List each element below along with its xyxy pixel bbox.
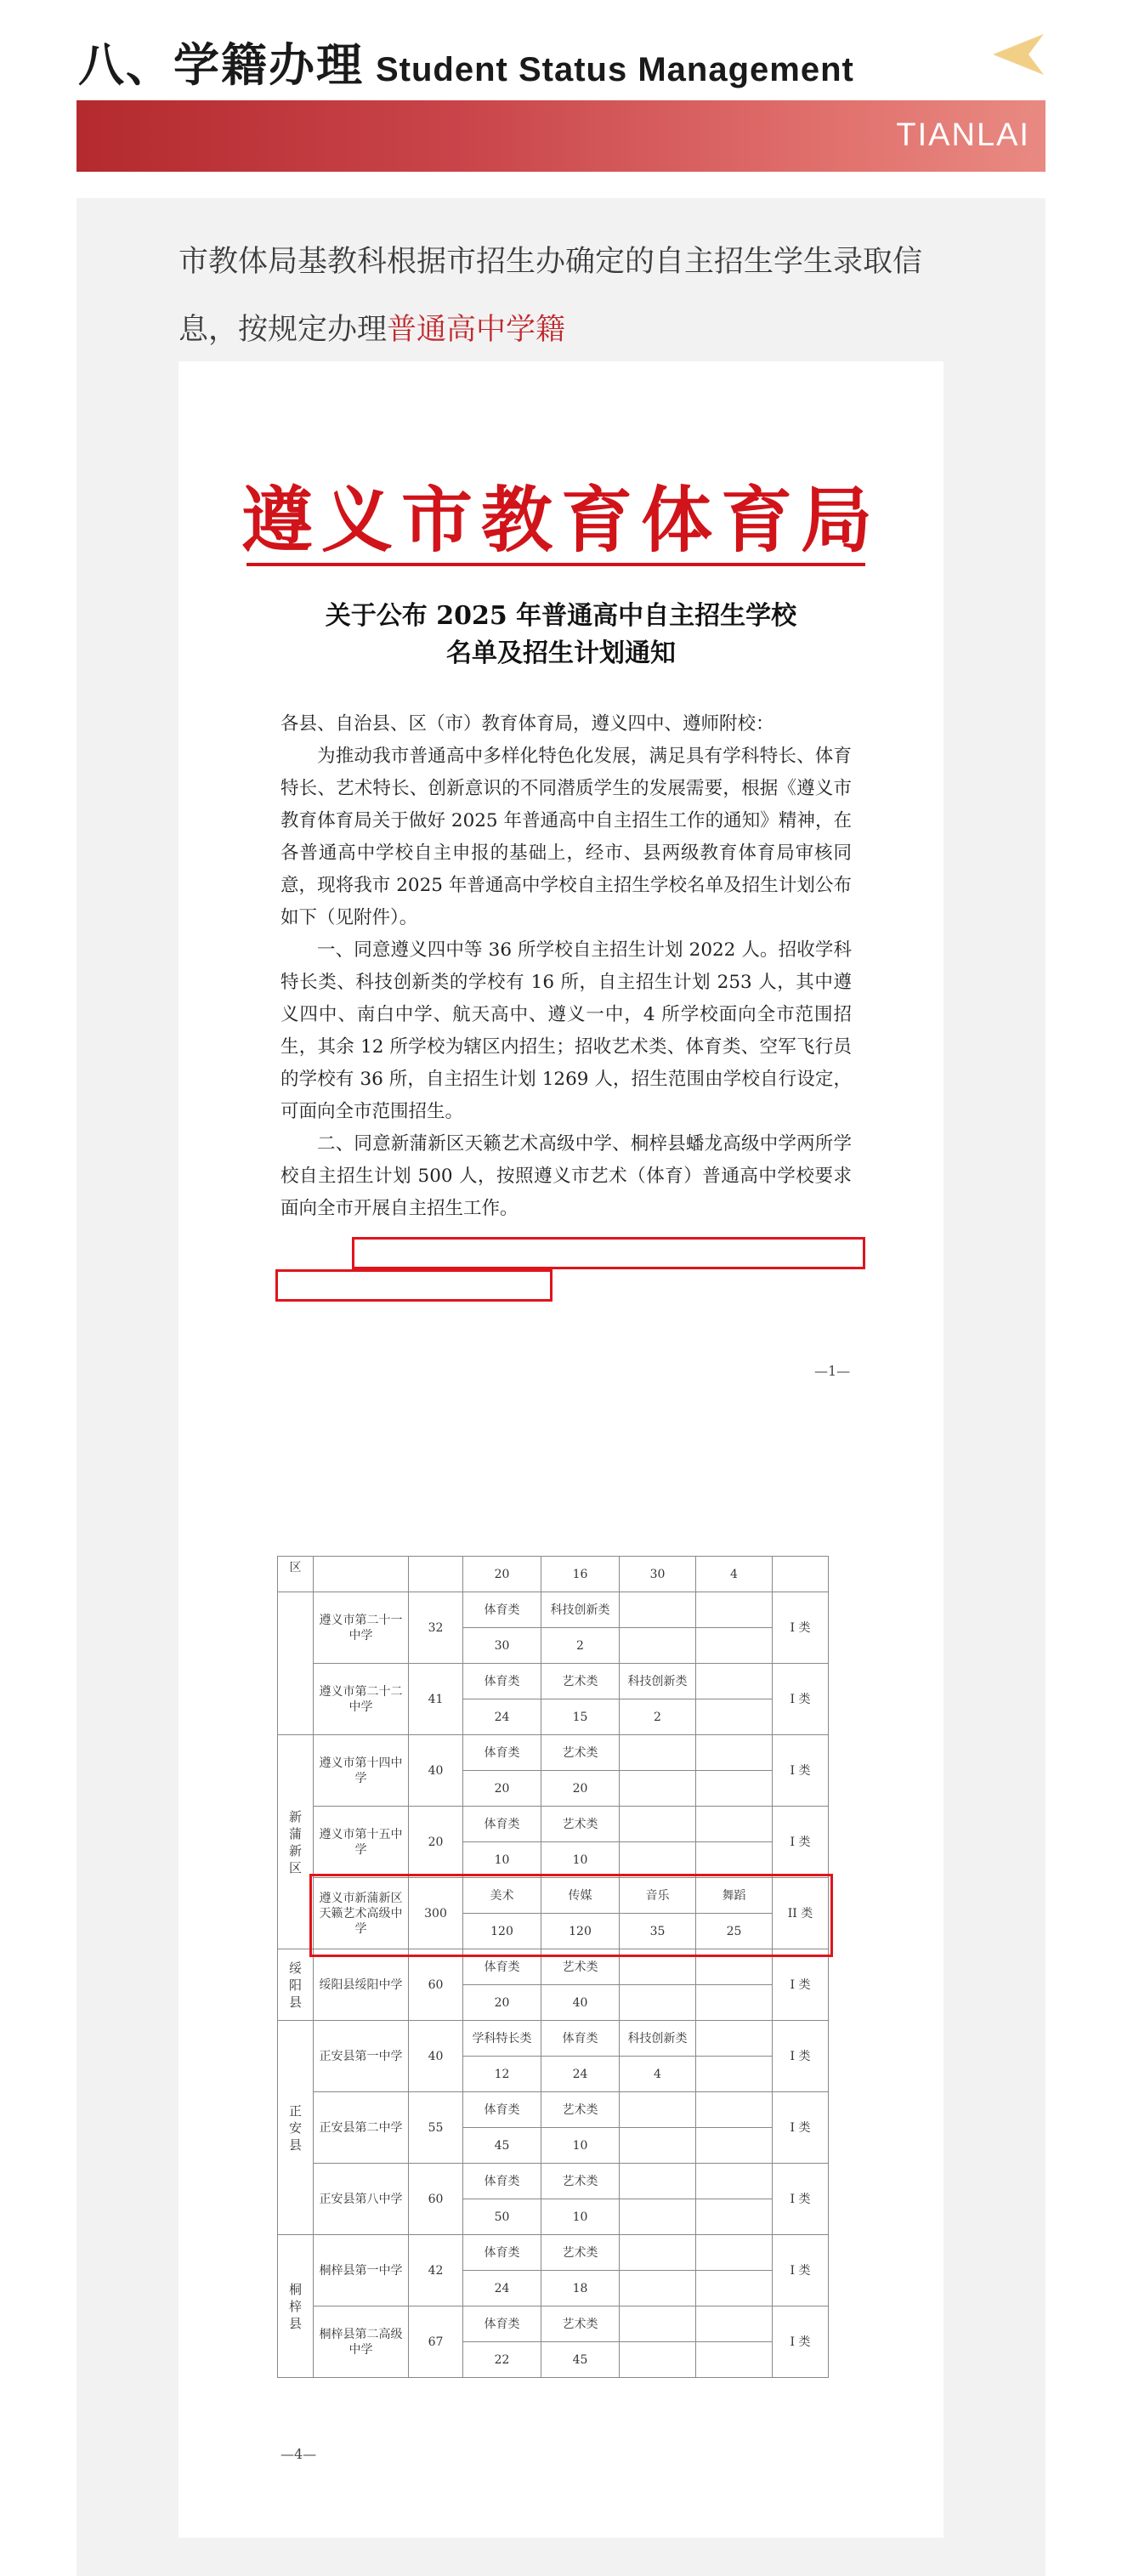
page-number-1: —1— xyxy=(814,1363,851,1379)
table-cell-number xyxy=(696,1628,773,1664)
table-cell-category xyxy=(696,2306,773,2342)
table-cell-category xyxy=(696,1949,773,1985)
table-cell-number xyxy=(696,1771,773,1807)
table-cell-number: 45 xyxy=(463,2128,541,2164)
table-cell-category: 音乐 xyxy=(620,1878,696,1914)
table-cell: 30 xyxy=(620,1557,696,1592)
intro-body: 市教体局基教科根据市招生办确定的自主招生学生录取信息，按规定办理 xyxy=(178,245,923,347)
table-row xyxy=(278,1807,829,1842)
table-cell-region xyxy=(278,2021,314,2235)
table-cell-total: 55 xyxy=(409,2092,463,2164)
table-cell xyxy=(773,1557,829,1592)
table-cell-category xyxy=(696,2021,773,2057)
table-cell-number xyxy=(696,1699,773,1735)
table-cell-number: 20 xyxy=(463,1985,541,2021)
table-cell-number xyxy=(696,2342,773,2378)
intro-highlight: 普通高中学籍 xyxy=(387,313,566,347)
document-addressee: 各县、自治县、区（市）教育体育局，遵义四中、遵师附校： xyxy=(280,713,774,735)
table-cell-school: 遵义市第十五中学 xyxy=(314,1807,409,1878)
table-cell-category xyxy=(620,1592,696,1628)
table-cell-region xyxy=(278,1735,314,1949)
table-cell-category xyxy=(620,1735,696,1771)
table-cell xyxy=(314,1557,409,1592)
table-cell-total: 32 xyxy=(409,1592,463,1664)
table-cell-number: 30 xyxy=(463,1628,541,1664)
table-cell: 16 xyxy=(541,1557,620,1592)
table-cell-school: 遵义市第十四中学 xyxy=(314,1735,409,1807)
table-cell-school: 绥阳县绥阳中学 xyxy=(314,1949,409,2021)
table-cell-number: 12 xyxy=(463,2057,541,2092)
document-para3 xyxy=(280,1128,852,1225)
table-cell-number xyxy=(696,2199,773,2235)
table-cell-category: 艺术类 xyxy=(541,1735,620,1771)
table-cell-level: I 类 xyxy=(773,1949,829,2021)
table-cell-number: 45 xyxy=(541,2342,620,2378)
table-cell-level: I 类 xyxy=(773,2306,829,2378)
table-cell-number xyxy=(620,2128,696,2164)
table-cell-category xyxy=(696,1735,773,1771)
table-cell-number: 24 xyxy=(541,2057,620,2092)
table-cell-category xyxy=(696,2092,773,2128)
table-cell: 4 xyxy=(696,1557,773,1592)
highlight-box-text-line2 xyxy=(275,1269,552,1302)
document-letterhead: 遵义市教育体育局 xyxy=(241,478,881,562)
table-cell-level: I 类 xyxy=(773,2235,829,2306)
section-title-en: Student Status Management xyxy=(376,51,854,88)
table-cell-level: I 类 xyxy=(773,1735,829,1807)
table-cell-category: 体育类 xyxy=(541,2021,620,2057)
table-cell-category: 美术 xyxy=(463,1878,541,1914)
table-cell-category: 体育类 xyxy=(463,1664,541,1699)
table-cell-number xyxy=(620,2199,696,2235)
table-cell-number: 40 xyxy=(541,1985,620,2021)
table-cell-number: 10 xyxy=(541,1842,620,1878)
region-label: 桐梓县 xyxy=(288,2281,302,2331)
table-cell-total: 67 xyxy=(409,2306,463,2378)
table-cell-category xyxy=(696,1664,773,1699)
table-row xyxy=(278,2164,829,2199)
table-row xyxy=(278,2021,829,2057)
region-label: 新蒲新区 xyxy=(288,1808,302,1875)
table-cell-category: 艺术类 xyxy=(541,2164,620,2199)
table-cell-number: 18 xyxy=(541,2271,620,2306)
table-row xyxy=(278,1557,829,1592)
table-cell-number: 2 xyxy=(620,1699,696,1735)
table-cell-school: 遵义市新蒲新区天籁艺术高级中学 xyxy=(314,1878,409,1949)
table-cell-category xyxy=(620,2164,696,2199)
document-para1: 为推动我市普通高中多样化特色化发展，满足具有学科特长、体育特长、艺术特长、创新意识的不同潜质学生的发展需要，根据《遵义市教育体育局关于做好 2025 年普通高中自主招生工作的通知》精神，在各普通高中学校自主申报的基础上，经市、县两级教育体育局审核同意，现将我市 2025 年普通高中学校自主招生学校名单及招生计划公布如下（见附件）。 xyxy=(280,746,852,928)
table-cell-level: I 类 xyxy=(773,1664,829,1735)
table-cell-number: 25 xyxy=(696,1914,773,1949)
table-cell-number xyxy=(620,2342,696,2378)
arrow-left-icon xyxy=(991,32,1046,77)
table-cell-total: 300 xyxy=(409,1878,463,1949)
table-cell-number: 24 xyxy=(463,2271,541,2306)
table-cell-category xyxy=(696,1807,773,1842)
document-image xyxy=(178,361,944,2538)
table-cell-number: 10 xyxy=(463,1842,541,1878)
table-cell-school: 正安县第一中学 xyxy=(314,2021,409,2092)
table-cell-category: 舞蹈 xyxy=(696,1878,773,1914)
table-row xyxy=(278,1664,829,1699)
table-cell-total: 60 xyxy=(409,1949,463,2021)
table-cell-number: 50 xyxy=(463,2199,541,2235)
table-cell-total: 42 xyxy=(409,2235,463,2306)
document-para2: 一、同意遵义四中等 36 所学校自主招生计划 2022 人。招收学科特长类、科技创新类的学校有 16 所，自主招生计划 253 人，其中遵义四中、南白中学、航天高中、遵义一中，4 所学校面向全市范围招生，其余 12 所学校为辖区内招生；招收艺术类、体育类、空军飞行员的学校有 36 所，自主招生计划 1269 人，招生范围由学校自行设定，可面向全市范围招生。 xyxy=(280,939,852,1122)
table-cell-number: 10 xyxy=(541,2128,620,2164)
table-row xyxy=(278,2092,829,2128)
table-row xyxy=(278,1949,829,1985)
table-cell-number: 10 xyxy=(541,2199,620,2235)
content-panel xyxy=(76,198,1046,2576)
region-label: 绥阳县 xyxy=(288,1960,302,2010)
table-cell-number xyxy=(696,2057,773,2092)
table-cell-number: 22 xyxy=(463,2342,541,2378)
table-cell-category xyxy=(620,1807,696,1842)
table-cell-category: 艺术类 xyxy=(541,1807,620,1842)
section-title-cn: 八、学籍办理 xyxy=(78,38,364,92)
table-cell-number xyxy=(620,1985,696,2021)
table-cell-total: 20 xyxy=(409,1807,463,1878)
section-header xyxy=(0,0,1122,102)
table-cell-category: 体育类 xyxy=(463,2092,541,2128)
table-cell-level: II 类 xyxy=(773,1878,829,1949)
table-cell-category: 体育类 xyxy=(463,2306,541,2342)
table-cell-category: 体育类 xyxy=(463,1949,541,1985)
document-title-line2: 名单及招生计划通知 xyxy=(446,638,676,668)
table-cell-category: 体育类 xyxy=(463,2235,541,2271)
document-title-line1: 关于公布 2025 年普通高中自主招生学校 xyxy=(325,601,797,631)
table-cell-level: I 类 xyxy=(773,2092,829,2164)
table-cell-category xyxy=(696,1592,773,1628)
table-cell-level: I 类 xyxy=(773,2021,829,2092)
section-banner xyxy=(76,100,1046,172)
table-cell-number: 35 xyxy=(620,1914,696,1949)
table-row xyxy=(278,2306,829,2342)
table-cell-region xyxy=(278,1949,314,2021)
table-cell-number xyxy=(696,1985,773,2021)
table-cell-category: 科技创新类 xyxy=(541,1592,620,1628)
table-row xyxy=(278,1735,829,1771)
document-body xyxy=(280,708,852,1225)
table-cell-number xyxy=(696,2271,773,2306)
quota-table xyxy=(277,1556,829,2378)
table-cell-number xyxy=(696,2128,773,2164)
table-row xyxy=(278,2235,829,2271)
table-cell-school: 正安县第八中学 xyxy=(314,2164,409,2235)
table-row xyxy=(278,1592,829,1628)
table-cell: 20 xyxy=(463,1557,541,1592)
table-cell-category: 体育类 xyxy=(463,1592,541,1628)
table-cell-category: 艺术类 xyxy=(541,2092,620,2128)
brand-label: TIANLAI xyxy=(896,117,1030,153)
letterhead-rule xyxy=(246,563,865,566)
table-cell-category xyxy=(620,2235,696,2271)
table-cell-category: 艺术类 xyxy=(541,1949,620,1985)
table-cell-level: I 类 xyxy=(773,1592,829,1664)
table-cell-region xyxy=(278,2235,314,2378)
table-cell-region: 区 xyxy=(278,1557,314,1592)
table-cell-category xyxy=(620,2092,696,2128)
para3-prefix: 二、 xyxy=(317,1133,354,1155)
table-cell-category: 艺术类 xyxy=(541,1664,620,1699)
table-cell-number: 15 xyxy=(541,1699,620,1735)
table-cell-region xyxy=(278,1592,314,1735)
table-cell-level: I 类 xyxy=(773,2164,829,2235)
table-cell-number: 2 xyxy=(541,1628,620,1664)
intro-text xyxy=(178,228,960,364)
table-cell-category: 艺术类 xyxy=(541,2235,620,2271)
table-cell-school: 正安县第二中学 xyxy=(314,2092,409,2164)
table-cell-number: 20 xyxy=(463,1771,541,1807)
table-cell-school: 桐梓县第二高级中学 xyxy=(314,2306,409,2378)
section-title xyxy=(78,29,854,94)
table-cell-level: I 类 xyxy=(773,1807,829,1878)
table-cell-category: 传媒 xyxy=(541,1878,620,1914)
table-cell-category: 体育类 xyxy=(463,1735,541,1771)
table-cell-number xyxy=(620,2271,696,2306)
table-cell-number: 20 xyxy=(541,1771,620,1807)
table-cell-category: 学科特长类 xyxy=(463,2021,541,2057)
table-cell-number xyxy=(620,1628,696,1664)
table-cell-category: 科技创新类 xyxy=(620,2021,696,2057)
para3-rest: ，按照遵义市艺术（体育）普通高中学校要求面向全市开展自主招生工作。 xyxy=(280,1166,852,1219)
table-cell-category xyxy=(620,2306,696,2342)
table-cell-total: 40 xyxy=(409,1735,463,1807)
table-cell-category xyxy=(620,1949,696,1985)
table-cell-number: 120 xyxy=(463,1914,541,1949)
table-cell-category xyxy=(696,2235,773,2271)
table-cell-school: 桐梓县第一中学 xyxy=(314,2235,409,2306)
table-cell-number xyxy=(696,1842,773,1878)
table-cell-category: 科技创新类 xyxy=(620,1664,696,1699)
table-cell-total: 40 xyxy=(409,2021,463,2092)
table-cell-number xyxy=(620,1842,696,1878)
table-cell-number xyxy=(620,1771,696,1807)
table-cell-school: 遵义市第二十二中学 xyxy=(314,1664,409,1735)
table-cell-category: 艺术类 xyxy=(541,2306,620,2342)
table-cell-number: 24 xyxy=(463,1699,541,1735)
page-number-2: —4— xyxy=(280,2446,317,2462)
table-cell-category: 体育类 xyxy=(463,2164,541,2199)
table-cell-total: 60 xyxy=(409,2164,463,2235)
table-cell-total: 41 xyxy=(409,1664,463,1735)
highlight-box-text-line1 xyxy=(352,1237,865,1269)
table-row xyxy=(278,1878,829,1914)
table-cell xyxy=(409,1557,463,1592)
region-label: 正安县 xyxy=(288,2102,302,2153)
table-cell-category xyxy=(696,2164,773,2199)
table-cell-number: 4 xyxy=(620,2057,696,2092)
table-cell-category: 体育类 xyxy=(463,1807,541,1842)
para3-marked: 同意新蒲新区天籁艺术高级中学、桐梓县蟠龙高级中学两所学校自主招生计划 500 人 xyxy=(280,1133,852,1187)
table-cell-number: 120 xyxy=(541,1914,620,1949)
table-cell-school: 遵义市第二十一中学 xyxy=(314,1592,409,1664)
document-title xyxy=(178,598,944,672)
